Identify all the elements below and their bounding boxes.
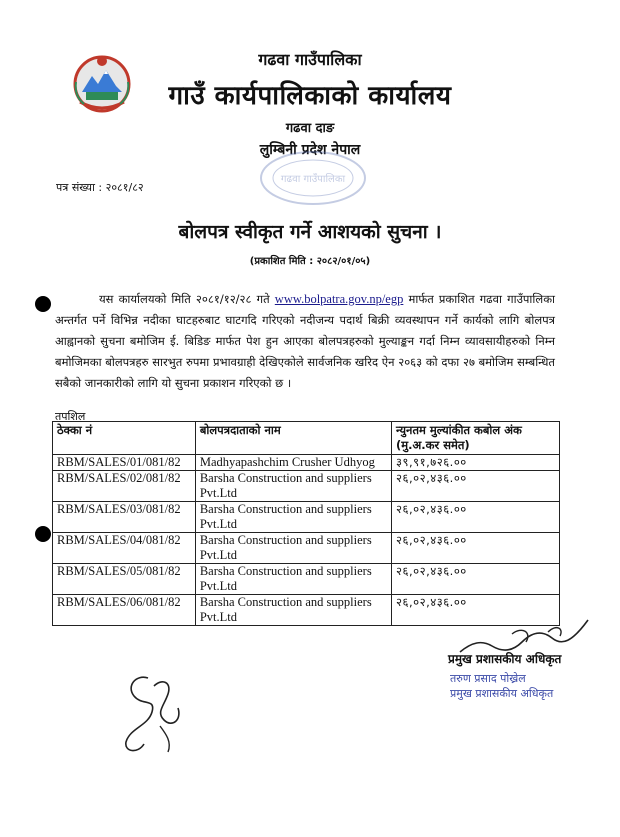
table-row <box>53 564 560 595</box>
office-title: गाउँ कार्यपालिकाको कार्यालय <box>168 81 452 111</box>
address-district: गढवा दाङ <box>285 121 335 136</box>
punch-hole-top <box>35 296 51 312</box>
municipality-name: गढवा गाउँपालिका <box>258 50 362 69</box>
officer-stamp-name: तरुण प्रसाद पोख्रेल <box>450 672 526 685</box>
notice-title: बोलपत्र स्वीकृत गर्ने आशयको सुचना । <box>178 221 442 243</box>
bid-amount: २६,०२,४३६.०० <box>392 564 560 595</box>
contract-no: RBM/SALES/02/081/82 <box>53 471 196 502</box>
bidder-name: Barsha Construction and suppliers Pvt.Ltd <box>195 595 391 626</box>
bid-amount: ३९,९१,७२६.०० <box>392 455 560 471</box>
bid-amount: २६,०२,४३६.०० <box>392 471 560 502</box>
bidder-name: Barsha Construction and suppliers Pvt.Ltd <box>195 533 391 564</box>
officer-title: प्रमुख प्रशासकीय अधिकृत <box>448 652 562 666</box>
body-intro: यस कार्यालयको मिति २०८१/१२/२८ गते <box>99 292 275 306</box>
reference-number: पत्र संख्या : २०८१/८२ <box>56 181 144 194</box>
punch-hole-bottom <box>35 526 51 542</box>
body-main: मार्फत प्रकाशित गढवा गाउँपालिका अन्तर्गत पर्ने विभिन्न नदीका घाटहरुबाट घाटगदि गरिएको नदीजन्य पदार्थ बिक्री व्यवस्थापन गर्ने कार्यको लागि बोलपत्र आह्वानको सुचना बमोजिम ई. बिडिङ मार्फत पेश हुन आएका बोलपत्रहरुको मुल्याङ्कन गर्दा निम्न व्यावसायीहरुको निम्न बमोजिमका बोलपत्रहरु सारभुत रुपमा प्रभावग्राही देखिएकोले सार्वजनिक खरिद ऐन २०६३ को दफा २७ बमोजिम सम्बन्धित सबैको जानकारीको लागि यो सुचना प्रकाशन गरिएको छ । <box>55 292 555 390</box>
table-header-row <box>53 422 560 455</box>
table-row <box>53 502 560 533</box>
address-province: लुम्बिनी प्रदेश नेपाल <box>259 142 361 158</box>
bidder-name: Barsha Construction and suppliers Pvt.Ltd <box>195 471 391 502</box>
office-stamp <box>258 150 368 206</box>
table-label: तपशिल <box>55 410 86 423</box>
bid-amount: २६,०२,४३६.०० <box>392 595 560 626</box>
officer-stamp-title: प्रमुख प्रशासकीय अधिकृत <box>450 687 554 700</box>
table-row <box>53 471 560 502</box>
header-bidder-name: बोलपत्रदाताको नाम <box>195 422 391 455</box>
table-row <box>53 533 560 564</box>
header-min-bid-amount: न्युनतम मुल्यांकीत कबोल अंक (मु.अ.कर समेत) <box>392 422 560 455</box>
bidder-name: Madhyapashchim Crusher Udhyog <box>195 455 391 471</box>
contract-no: RBM/SALES/01/081/82 <box>53 455 196 471</box>
bidder-name: Barsha Construction and suppliers Pvt.Ltd <box>195 564 391 595</box>
bid-amount: २६,०२,४३६.०० <box>392 502 560 533</box>
contract-no: RBM/SALES/03/081/82 <box>53 502 196 533</box>
office-stamp-text: गढवा गाउँपालिका <box>280 174 346 185</box>
signature-left <box>112 668 187 758</box>
header-contract-no: ठेक्का नं <box>53 422 196 455</box>
contract-no: RBM/SALES/06/081/82 <box>53 595 196 626</box>
bid-amount: २६,०२,४३६.०० <box>392 533 560 564</box>
table-row <box>53 455 560 471</box>
contract-no: RBM/SALES/05/081/82 <box>53 564 196 595</box>
published-date: (प्रकाशित मिति : २०८२/०१/०५) <box>249 256 371 267</box>
notice-body <box>55 289 555 394</box>
bolpatra-link[interactable]: www.bolpatra.gov.np/egp <box>274 292 404 306</box>
contract-no: RBM/SALES/04/081/82 <box>53 533 196 564</box>
bidder-name: Barsha Construction and suppliers Pvt.Ltd <box>195 502 391 533</box>
bids-table <box>52 421 560 626</box>
